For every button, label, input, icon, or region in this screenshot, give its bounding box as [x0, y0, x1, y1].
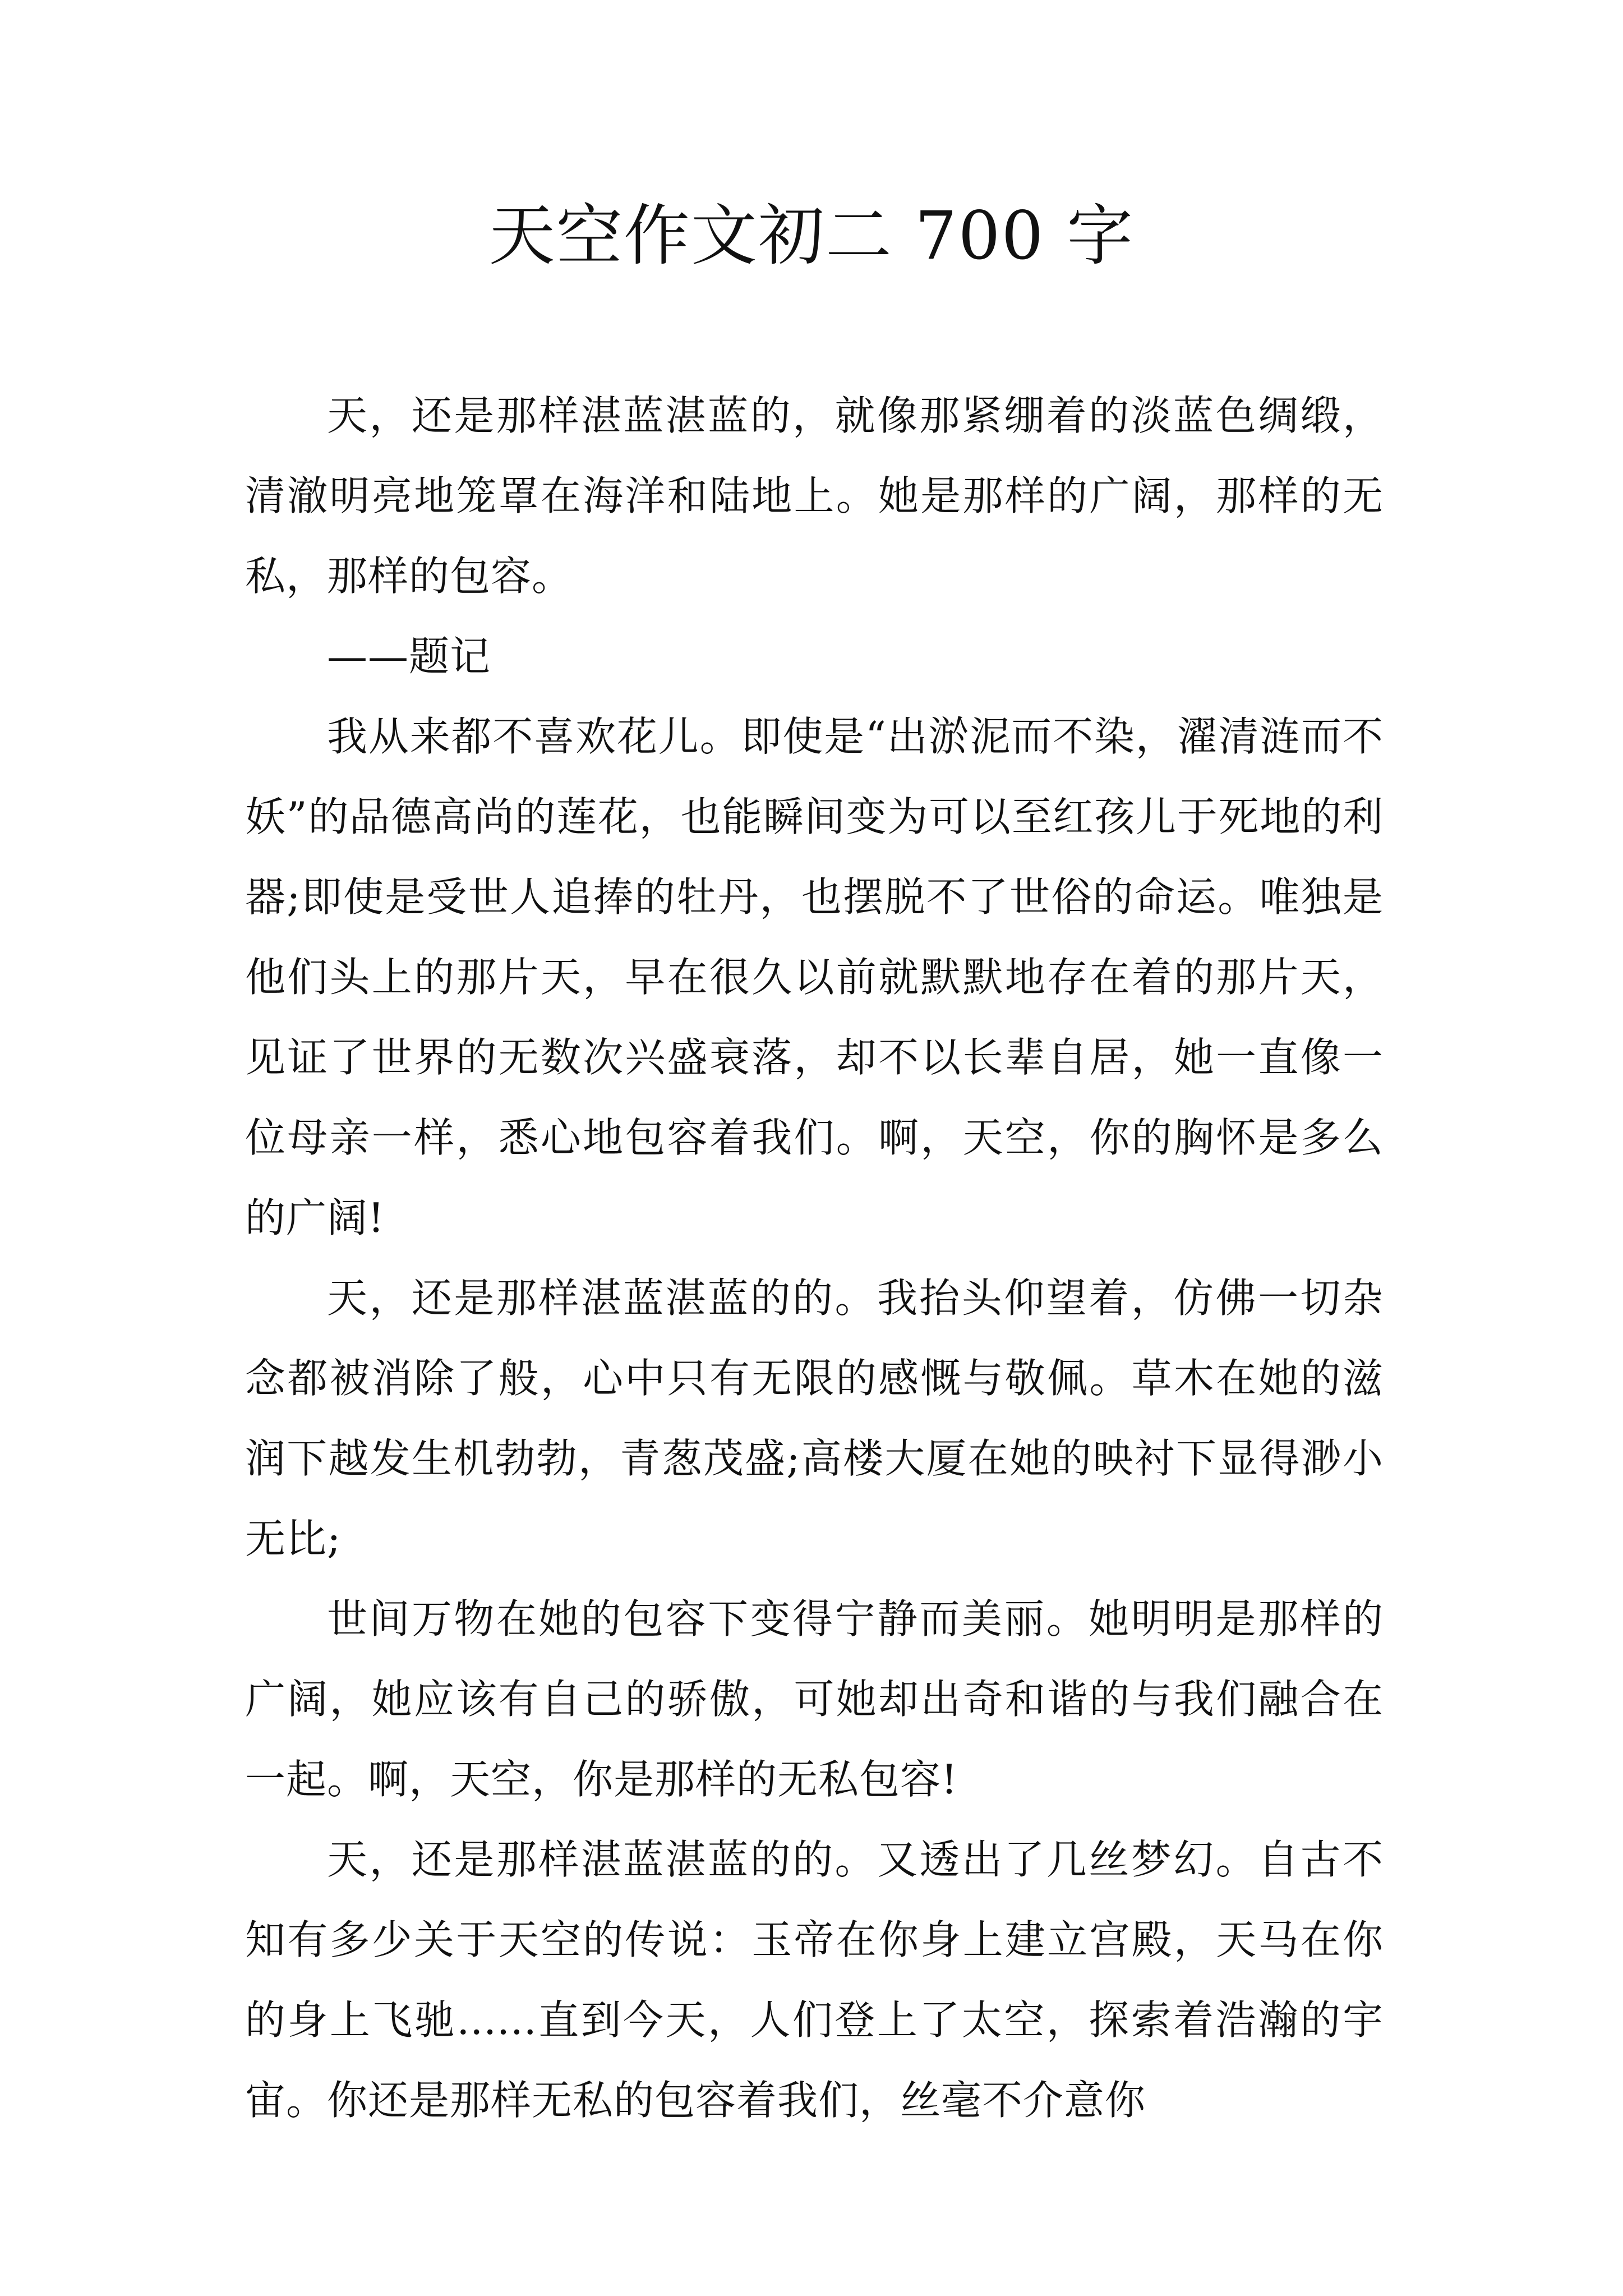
paragraph-intro: 天，还是那样湛蓝湛蓝的，就像那紧绷着的淡蓝色绸缎，清澈明亮地笼罩在海洋和陆地上。她是那样的广阔，那样的无私，那样的包容。	[245, 392, 1384, 600]
paragraph-flowers: 我从来都不喜欢花儿。即使是“出淤泥而不染，濯清涟而不妖”的品德高尚的莲花，也能瞬间变为可以至红孩儿于死地的利器;即使是受世人追捧的牡丹，也摆脱不了世俗的命运。唯独是他们头上的那片天，早在很久以前就默默地存在着的那片天，见证了世界的无数次兴盛衰落，却不以长辈自居，她一直像一位母亲一样，悉心地包容着我们。啊，天空，你的胸怀是多么的广阔!	[245, 713, 1384, 1241]
paragraph-gaze: 天，还是那样湛蓝湛蓝的的。我抬头仰望着，仿佛一切杂念都被消除了般，心中只有无限的感慨与敬佩。草木在她的滋润下越发生机勃勃，青葱茂盛;高楼大厦在她的映衬下显得渺小无比;	[245, 1274, 1384, 1562]
paragraph-legends: 天，还是那样湛蓝湛蓝的的。又透出了几丝梦幻。自古不知有多少关于天空的传说：玉帝在你身上建立宫殿，天马在你的身上飞驰......直到今天，人们登上了太空，探索着浩瀚的宇宙。你还是那样无私的包容着我们，丝毫不介意你	[245, 1836, 1384, 2124]
paragraph-epigraph-attribution: ——题记	[327, 633, 491, 680]
document-body	[245, 376, 1384, 2141]
paragraph-harmony: 世间万物在她的包容下变得宁静而美丽。她明明是那样的广阔，她应该有自己的骄傲，可她却出奇和谐的与我们融合在一起。啊，天空，你是那样的无私包容!	[245, 1595, 1384, 1803]
document-title: 天空作文初二 700 字	[488, 197, 1135, 274]
